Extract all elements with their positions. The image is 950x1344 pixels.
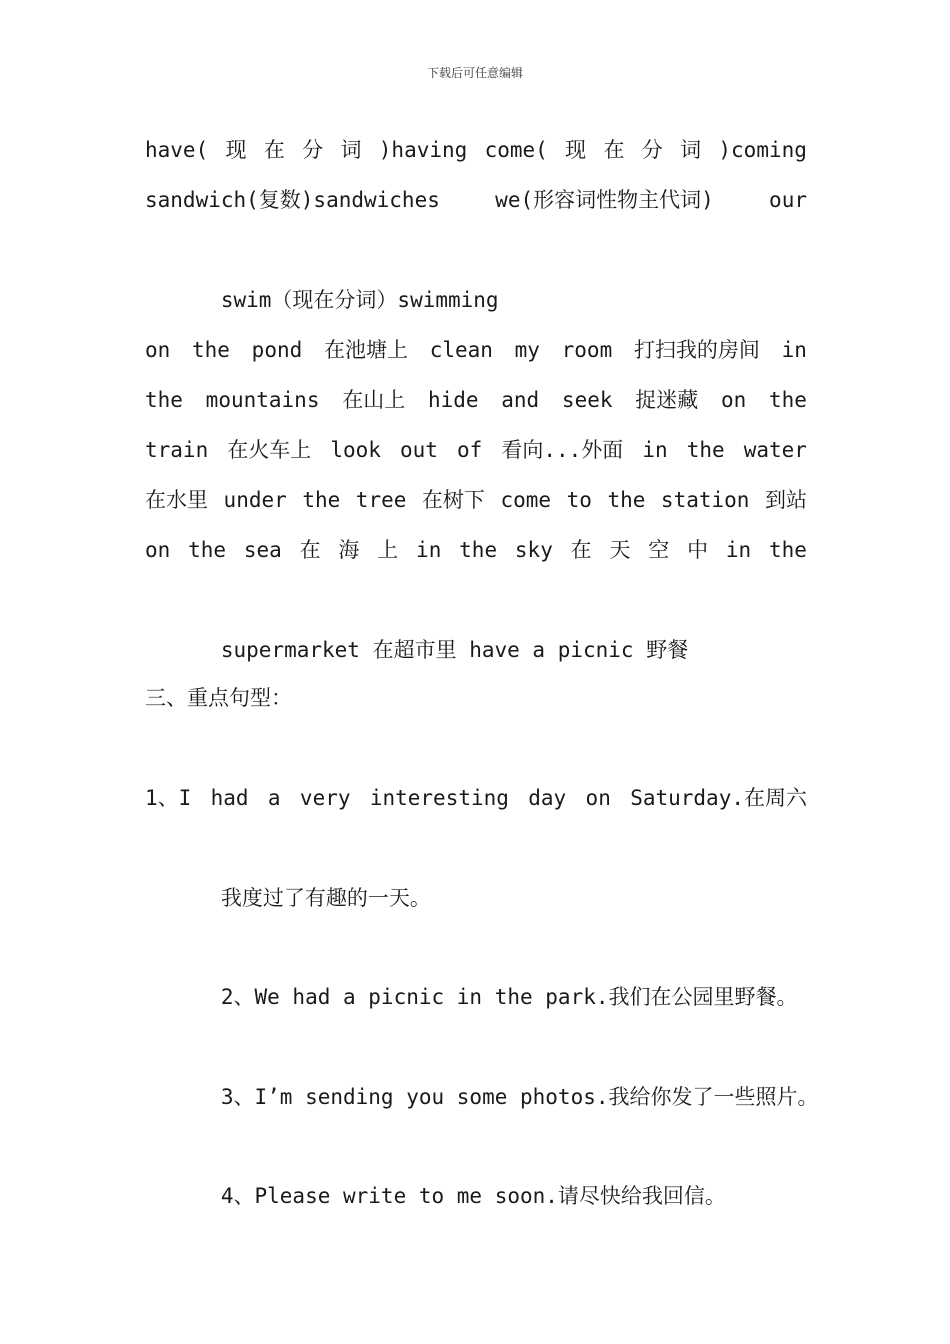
text-fragment: 看向...外面 bbox=[501, 438, 624, 462]
text-fragment: on bbox=[145, 338, 171, 362]
text-fragment: 到站 bbox=[764, 488, 807, 512]
text-fragment: Saturday.在周六 bbox=[630, 786, 807, 810]
phrase-line-2 bbox=[145, 375, 807, 425]
text-fragment: )coming bbox=[718, 138, 807, 162]
phrase-line-5 bbox=[145, 525, 807, 575]
text-fragment: 在火车上 bbox=[227, 438, 312, 462]
text-fragment: come bbox=[500, 488, 552, 512]
text-fragment: 在 bbox=[263, 138, 285, 162]
text-fragment: day bbox=[528, 786, 567, 810]
text-fragment: 分 bbox=[302, 138, 324, 162]
text-fragment: 在树下 bbox=[421, 488, 485, 512]
text-fragment: clean bbox=[429, 338, 493, 362]
text-fragment: 现 bbox=[225, 138, 247, 162]
text-fragment: out bbox=[399, 438, 438, 462]
text-fragment: in bbox=[642, 438, 668, 462]
text-fragment: seek bbox=[561, 388, 613, 412]
phrase-line-1 bbox=[145, 325, 807, 375]
text-fragment: had bbox=[210, 786, 249, 810]
text-fragment: water bbox=[743, 438, 807, 462]
text-fragment: our bbox=[769, 188, 807, 212]
text-fragment: under bbox=[223, 488, 287, 512]
text-fragment: the bbox=[769, 538, 807, 562]
phrase-line-3 bbox=[145, 425, 807, 475]
text-fragment: 在 bbox=[603, 138, 625, 162]
text-fragment: on bbox=[585, 786, 611, 810]
text-fragment: 3、I’m sending you some photos.我给你发了一些照片。 bbox=[220, 1085, 819, 1109]
text-fragment: 在 bbox=[299, 538, 321, 562]
text-fragment: the bbox=[192, 338, 230, 362]
text-fragment: the bbox=[607, 488, 646, 512]
text-fragment: the bbox=[188, 538, 227, 562]
text-fragment: to bbox=[566, 488, 592, 512]
text-fragment: have( bbox=[145, 138, 209, 162]
text-fragment: the bbox=[145, 388, 183, 412]
section-heading-block bbox=[145, 673, 807, 723]
text-fragment: sky bbox=[514, 538, 553, 562]
text-fragment: look bbox=[330, 438, 381, 462]
phrases-block bbox=[145, 325, 807, 725]
section-heading: 三、重点句型： bbox=[145, 686, 292, 710]
text-fragment: 2、We had a picnic in the park.我们在公园里野餐。 bbox=[220, 985, 798, 1009]
text-fragment: in bbox=[416, 538, 442, 562]
text-fragment: station bbox=[660, 488, 750, 512]
text-fragment: sandwich(复数)sandwiches bbox=[145, 188, 440, 212]
text-fragment: 在水里 bbox=[145, 488, 208, 512]
text-fragment: 现 bbox=[565, 138, 587, 162]
text-fragment: 中 bbox=[687, 538, 709, 562]
text-fragment: my bbox=[514, 338, 540, 362]
text-fragment: 在山上 bbox=[342, 388, 406, 412]
page-header: 下载后可任意编辑 bbox=[426, 66, 523, 80]
text-fragment: 1、I bbox=[145, 786, 192, 810]
sentence-1-line-1 bbox=[145, 773, 807, 823]
text-fragment: )having bbox=[378, 138, 468, 162]
text-fragment: 词 bbox=[680, 138, 702, 162]
text-fragment: 分 bbox=[641, 138, 663, 162]
text-fragment: 词 bbox=[340, 138, 362, 162]
text-fragment: 捉迷藏 bbox=[635, 388, 699, 412]
text-fragment: come( bbox=[484, 138, 548, 162]
text-fragment: hide bbox=[427, 388, 479, 412]
text-fragment: 4、Please write to me soon.请尽快给我回信。 bbox=[220, 1184, 726, 1208]
text-fragment: the bbox=[686, 438, 725, 462]
text-fragment: 打扫我的房间 bbox=[633, 338, 760, 362]
text-fragment: and bbox=[501, 388, 540, 412]
text-fragment: interesting bbox=[369, 786, 509, 810]
text-fragment: swim（现在分词）swimming bbox=[220, 288, 499, 312]
sentence-4 bbox=[145, 1121, 807, 1271]
text-fragment: the bbox=[459, 538, 498, 562]
text-fragment: mountains bbox=[205, 388, 320, 412]
phrase-line-4 bbox=[145, 475, 807, 525]
text-fragment: 上 bbox=[377, 538, 399, 562]
text-fragment: 在 bbox=[570, 538, 592, 562]
text-fragment: 天 bbox=[609, 538, 631, 562]
text-fragment: supermarket 在超市里 have a picnic 野餐 bbox=[220, 638, 689, 662]
vocab-line-1 bbox=[145, 125, 807, 175]
text-fragment: in bbox=[781, 338, 807, 362]
text-fragment: in bbox=[725, 538, 752, 562]
text-fragment: the bbox=[769, 388, 807, 412]
text-fragment: pond bbox=[251, 338, 303, 362]
text-fragment: on bbox=[145, 538, 171, 562]
text-fragment: room bbox=[561, 338, 613, 362]
text-fragment: tree bbox=[355, 488, 407, 512]
sentence-4-line-1 bbox=[145, 1121, 807, 1271]
vocab-line-2 bbox=[145, 175, 807, 225]
text-fragment: we(形容词性物主代词) bbox=[495, 188, 714, 212]
text-fragment: the bbox=[302, 488, 341, 512]
text-fragment: 在池塘上 bbox=[323, 338, 408, 362]
text-fragment: 我度过了有趣的一天。 bbox=[220, 886, 431, 910]
text-fragment: train bbox=[145, 438, 209, 462]
text-fragment: of bbox=[456, 438, 483, 462]
text-fragment: 海 bbox=[338, 538, 360, 562]
text-fragment: very bbox=[299, 786, 351, 810]
text-fragment: 空 bbox=[648, 538, 670, 562]
text-fragment: on bbox=[720, 388, 747, 412]
text-fragment: a bbox=[267, 786, 281, 810]
text-fragment: sea bbox=[243, 538, 282, 562]
